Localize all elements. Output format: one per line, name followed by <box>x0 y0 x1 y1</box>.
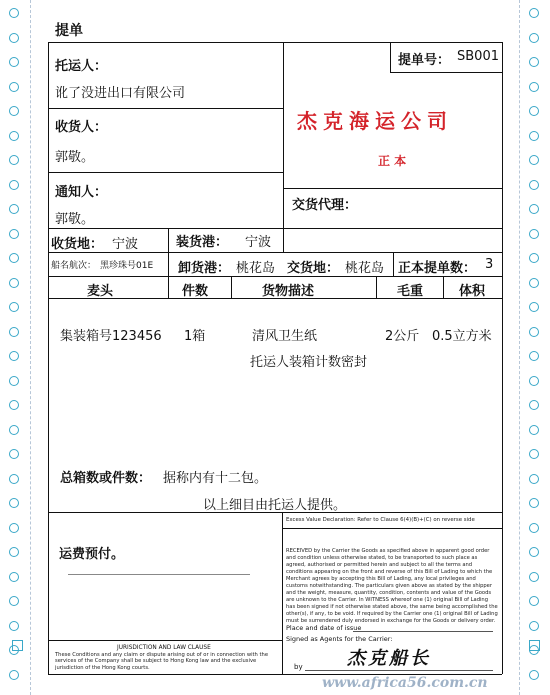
sprocket-hole <box>9 596 19 606</box>
jurisdiction-text: These Conditions and any claim or dispute arising out of or in connection with the services of the Company shall be subject to Hong Kong law and the exclusive jurisdiction of the Hong Kong courts. <box>55 652 269 671</box>
sprocket-hole <box>9 621 19 631</box>
vessel-label: 船名航次： <box>51 261 97 271</box>
sprocket-hole <box>9 547 19 557</box>
rule <box>48 108 283 109</box>
by-label: by <box>294 663 303 671</box>
cargo-marks: 集装箱号123456 <box>60 329 162 344</box>
terms-fine-print: RECEIVED by the Carrier the Goods as specified above in apparent good order and condition unless otherwise stated, to be transported to such place as agreed, authorised or permitted herein and subject to all the terms and conditions appearing on the front and reverse of this Bill of Lading to which the Merchant agrees by accepting this Bill of Lading, any local privileges and customs notwithstanding. The particulars given above as stated by the shipper and the weight, measure, quantity, condition, contents and value of the Goods are unknown to the Carrier. In WITNESS whereof one (1) original Bill of Lading has been signed if not otherwise stated above, the same being accomplished the other(s), if any, to be void. If required by the Carrier one (1) original Bill of Lading must be surrendered duly endorsed in exchange for the Goods or delivery order. <box>286 548 498 624</box>
sprocket-hole <box>9 131 19 141</box>
sprocket-hole <box>529 400 539 410</box>
rule <box>443 276 444 298</box>
sprocket-hole <box>9 253 19 263</box>
column-volume: 体积 <box>459 284 486 299</box>
rule <box>48 252 502 253</box>
rule <box>282 528 502 529</box>
rule <box>48 42 502 43</box>
sprocket-hole <box>529 425 539 435</box>
rule <box>231 276 232 298</box>
column-pieces: 件数 <box>182 284 209 299</box>
place-of-delivery-label: 交货地： <box>287 261 340 276</box>
sprocket-hole <box>9 33 19 43</box>
consignee-label: 收货人： <box>55 120 108 135</box>
sprocket-hole <box>9 106 19 116</box>
rule <box>48 640 282 641</box>
carrier-name: 杰克海运公司 <box>297 109 453 133</box>
cargo-description: 清风卫生纸 <box>252 329 318 344</box>
sprocket-hole <box>9 572 19 582</box>
total-packages: 据称内有十二包。 <box>163 471 268 486</box>
sprocket-hole <box>529 621 539 631</box>
corner-mark <box>529 640 540 651</box>
sprocket-hole <box>9 670 19 680</box>
cargo-volume: 0.5立方米 <box>432 329 492 344</box>
sprocket-hole <box>9 302 19 312</box>
sprocket-hole <box>529 670 539 680</box>
sprocket-hole <box>529 155 539 165</box>
sprocket-hole <box>9 425 19 435</box>
rule <box>48 172 283 173</box>
sprocket-hole <box>529 302 539 312</box>
column-marks: 麦头 <box>87 284 114 299</box>
rule <box>502 42 503 512</box>
rule <box>283 188 502 189</box>
rule <box>390 72 502 73</box>
sprocket-hole <box>9 474 19 484</box>
notify-label: 通知人： <box>55 185 108 200</box>
sprocket-hole <box>529 8 539 18</box>
sprocket-hole <box>529 131 539 141</box>
bl-number-label: 提单号： <box>398 53 451 68</box>
sprocket-hole <box>9 82 19 92</box>
sprocket-hole <box>529 327 539 337</box>
sprocket-hole <box>529 180 539 190</box>
sprocket-hole <box>529 449 539 459</box>
sprocket-hole <box>529 376 539 386</box>
watermark: www.africa56.com.cn <box>322 675 488 691</box>
sprocket-hole <box>9 498 19 508</box>
shipper-declaration: 以上细目由托运人提供。 <box>203 498 347 513</box>
rule <box>376 276 377 298</box>
vessel: 黑珍珠号01E <box>100 261 154 271</box>
place-of-delivery: 桃花岛 <box>345 261 385 276</box>
sprocket-hole <box>529 33 539 43</box>
delivery-agent-label: 交货代理： <box>292 198 358 213</box>
sprocket-hole <box>9 449 19 459</box>
sprocket-hole <box>529 204 539 214</box>
rule <box>48 228 502 229</box>
original-bl-count: 3 <box>485 257 494 272</box>
port-of-loading: 宁波 <box>245 235 272 250</box>
cargo-weight: 2公斤 <box>385 329 420 344</box>
sprocket-hole <box>9 327 19 337</box>
sprocket-hole <box>9 229 19 239</box>
rule <box>353 631 493 632</box>
rule <box>48 276 502 277</box>
rule <box>390 42 391 72</box>
signed-as-agent-label: Signed as Agents for the Carrier: <box>286 635 393 643</box>
left-feed-strip <box>0 0 31 695</box>
rule <box>48 512 49 674</box>
corner-mark <box>12 640 23 651</box>
rule <box>282 512 283 674</box>
sprocket-hole <box>529 474 539 484</box>
sprocket-hole <box>529 596 539 606</box>
rule <box>393 252 394 276</box>
place-of-receipt: 宁波 <box>112 237 139 252</box>
right-feed-strip <box>519 0 550 695</box>
rule <box>283 42 284 252</box>
cargo-pieces: 1箱 <box>184 329 206 344</box>
place-of-receipt-label: 收货地： <box>51 237 104 252</box>
sprocket-hole <box>529 229 539 239</box>
original-bl-count-label: 正本提单数： <box>398 261 477 276</box>
sprocket-hole <box>529 572 539 582</box>
shipper-label: 托运人： <box>55 59 108 74</box>
sprocket-hole <box>529 523 539 533</box>
sprocket-hole <box>9 351 19 361</box>
sprocket-hole <box>529 351 539 361</box>
place-date-label: Place and date of issue <box>286 624 362 632</box>
port-of-loading-label: 装货港： <box>176 235 229 250</box>
freight-prepaid: 运费预付。 <box>59 547 125 562</box>
rule <box>68 574 250 575</box>
sprocket-hole <box>9 57 19 67</box>
captain-signature: 杰克船长 <box>347 648 431 669</box>
jurisdiction-title: JURISDICTION AND LAW CLAUSE <box>117 645 211 651</box>
column-description: 货物描述 <box>262 284 315 299</box>
rule <box>502 512 503 674</box>
total-packages-label: 总箱数或件数： <box>60 471 152 486</box>
original-mark: 正 本 <box>378 154 407 168</box>
consignee-value: 郭敬。 <box>55 150 95 165</box>
sprocket-hole <box>9 278 19 288</box>
rule <box>305 670 493 671</box>
sprocket-hole <box>529 278 539 288</box>
sprocket-hole <box>529 57 539 67</box>
document-title: 提单 <box>55 23 83 39</box>
rule <box>168 276 169 298</box>
port-of-discharge-label: 卸货港： <box>178 261 231 276</box>
sprocket-hole <box>9 8 19 18</box>
sprocket-hole <box>529 498 539 508</box>
notify-value: 郭敬。 <box>55 212 95 227</box>
column-weight: 毛重 <box>397 284 424 299</box>
cargo-note: 托运人装箱计数密封 <box>250 355 368 370</box>
sprocket-hole <box>9 204 19 214</box>
sprocket-hole <box>529 82 539 92</box>
sprocket-hole <box>529 547 539 557</box>
sprocket-hole <box>9 180 19 190</box>
sprocket-hole <box>529 106 539 116</box>
sprocket-hole <box>9 155 19 165</box>
sprocket-hole <box>9 400 19 410</box>
rule <box>48 42 49 512</box>
sprocket-hole <box>9 523 19 533</box>
sprocket-hole <box>9 376 19 386</box>
excess-value-declaration: Excess Value Declaration: Refer to Clause 6(4)(B)+(C) on reverse side <box>286 517 475 523</box>
port-of-discharge: 桃花岛 <box>236 261 276 276</box>
bl-number: SB001 <box>457 49 499 64</box>
shipper-value: 讹了没进出口有限公司 <box>55 86 186 101</box>
sprocket-hole <box>529 253 539 263</box>
